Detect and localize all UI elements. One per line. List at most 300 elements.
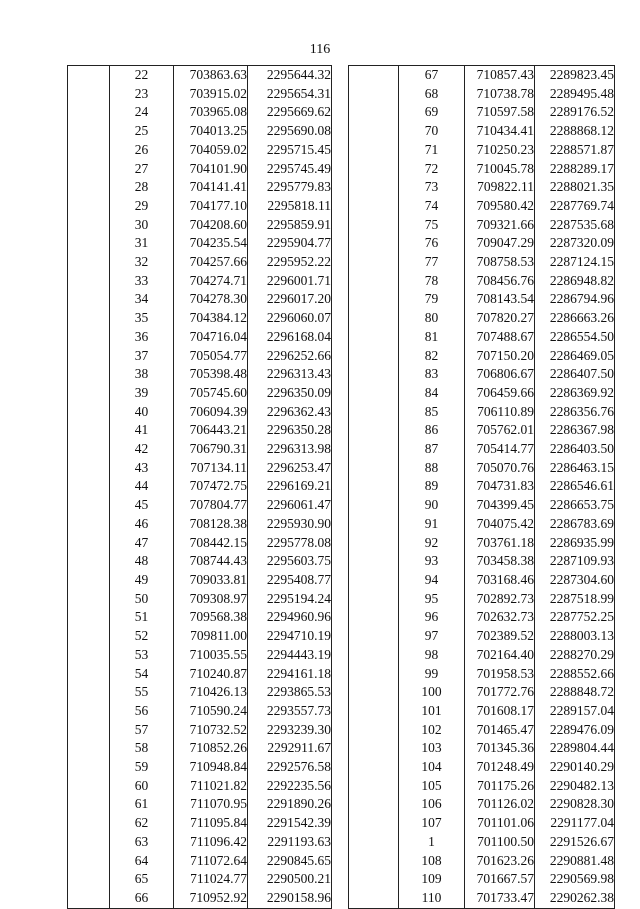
x-coordinate-cell: 709321.66: [465, 216, 535, 235]
blank-cell: [68, 459, 110, 478]
table-row: [68, 459, 332, 478]
y-coordinate-cell: 2294443.19: [248, 646, 332, 665]
blank-cell: [349, 795, 399, 814]
y-coordinate-cell: 2286403.50: [535, 440, 615, 459]
y-coordinate-cell: 2286407.50: [535, 365, 615, 384]
blank-cell: [68, 795, 110, 814]
x-coordinate-cell: 705414.77: [465, 440, 535, 459]
x-coordinate-cell: 707150.20: [465, 347, 535, 366]
blank-cell: [349, 365, 399, 384]
point-number-cell: 92: [399, 534, 465, 553]
table-row: [68, 309, 332, 328]
point-number-cell: 1: [399, 833, 465, 852]
blank-cell: [349, 477, 399, 496]
blank-cell: [349, 141, 399, 160]
y-coordinate-cell: 2296252.66: [248, 347, 332, 366]
x-coordinate-cell: 706443.21: [174, 421, 248, 440]
blank-cell: [68, 384, 110, 403]
x-coordinate-cell: 704257.66: [174, 253, 248, 272]
table-row: [68, 496, 332, 515]
point-number-cell: 93: [399, 552, 465, 571]
y-coordinate-cell: 2286663.26: [535, 309, 615, 328]
blank-cell: [68, 870, 110, 889]
y-coordinate-cell: 2296061.47: [248, 496, 332, 515]
x-coordinate-cell: 701126.02: [465, 795, 535, 814]
table-row: [349, 683, 615, 702]
x-coordinate-cell: 710732.52: [174, 721, 248, 740]
blank-cell: [349, 590, 399, 609]
table-row: [68, 795, 332, 814]
blank-cell: [349, 216, 399, 235]
point-number-cell: 89: [399, 477, 465, 496]
x-coordinate-cell: 710240.87: [174, 665, 248, 684]
blank-cell: [349, 160, 399, 179]
table-row: [349, 870, 615, 889]
y-coordinate-cell: 2295818.11: [248, 197, 332, 216]
y-coordinate-cell: 2288289.17: [535, 160, 615, 179]
table-row: [68, 814, 332, 833]
blank-cell: [68, 66, 110, 85]
blank-cell: [68, 272, 110, 291]
blank-cell: [349, 328, 399, 347]
y-coordinate-cell: 2290828.30: [535, 795, 615, 814]
point-number-cell: 56: [110, 702, 174, 721]
x-coordinate-cell: 708456.76: [465, 272, 535, 291]
point-number-cell: 78: [399, 272, 465, 291]
blank-cell: [68, 608, 110, 627]
x-coordinate-cell: 709033.81: [174, 571, 248, 590]
blank-cell: [349, 721, 399, 740]
blank-cell: [68, 534, 110, 553]
point-number-cell: 41: [110, 421, 174, 440]
table-row: [68, 870, 332, 889]
y-coordinate-cell: 2286469.05: [535, 347, 615, 366]
y-coordinate-cell: 2295930.90: [248, 515, 332, 534]
table-row: [68, 103, 332, 122]
blank-cell: [349, 347, 399, 366]
y-coordinate-cell: 2288848.72: [535, 683, 615, 702]
blank-cell: [68, 777, 110, 796]
table-row: [68, 160, 332, 179]
point-number-cell: 62: [110, 814, 174, 833]
point-number-cell: 59: [110, 758, 174, 777]
x-coordinate-cell: 706094.39: [174, 403, 248, 422]
table-row: [68, 889, 332, 908]
x-coordinate-cell: 704013.25: [174, 122, 248, 141]
table-row: [349, 515, 615, 534]
blank-cell: [349, 103, 399, 122]
x-coordinate-cell: 702892.73: [465, 590, 535, 609]
table-row: [349, 272, 615, 291]
table-row: [68, 515, 332, 534]
blank-cell: [68, 515, 110, 534]
point-number-cell: 28: [110, 178, 174, 197]
y-coordinate-cell: 2290262.38: [535, 889, 615, 908]
blank-cell: [68, 253, 110, 272]
blank-cell: [68, 141, 110, 160]
y-coordinate-cell: 2296253.47: [248, 459, 332, 478]
x-coordinate-cell: 711095.84: [174, 814, 248, 833]
table-row: [349, 253, 615, 272]
y-coordinate-cell: 2290140.29: [535, 758, 615, 777]
point-number-cell: 23: [110, 85, 174, 104]
point-number-cell: 26: [110, 141, 174, 160]
y-coordinate-cell: 2290569.98: [535, 870, 615, 889]
y-coordinate-cell: 2296313.43: [248, 365, 332, 384]
table-row: [68, 347, 332, 366]
blank-cell: [349, 421, 399, 440]
blank-cell: [68, 889, 110, 908]
y-coordinate-cell: 2290158.96: [248, 889, 332, 908]
table-row: [349, 833, 615, 852]
table-row: [349, 552, 615, 571]
table-row: [349, 122, 615, 141]
table-row: [68, 403, 332, 422]
table-row: [68, 758, 332, 777]
point-number-cell: 52: [110, 627, 174, 646]
blank-cell: [68, 552, 110, 571]
blank-cell: [349, 496, 399, 515]
blank-cell: [349, 665, 399, 684]
x-coordinate-cell: 708143.54: [465, 290, 535, 309]
y-coordinate-cell: 2290500.21: [248, 870, 332, 889]
table-row: [349, 571, 615, 590]
y-coordinate-cell: 2288552.66: [535, 665, 615, 684]
table-row: [68, 627, 332, 646]
point-number-cell: 63: [110, 833, 174, 852]
blank-cell: [349, 66, 399, 85]
table-row: [349, 534, 615, 553]
blank-cell: [349, 459, 399, 478]
y-coordinate-cell: 2289157.04: [535, 702, 615, 721]
x-coordinate-cell: 709308.97: [174, 590, 248, 609]
point-number-cell: 42: [110, 440, 174, 459]
table-row: [349, 178, 615, 197]
y-coordinate-cell: 2286546.61: [535, 477, 615, 496]
x-coordinate-cell: 707488.67: [465, 328, 535, 347]
x-coordinate-cell: 707472.75: [174, 477, 248, 496]
point-number-cell: 85: [399, 403, 465, 422]
y-coordinate-cell: 2295603.75: [248, 552, 332, 571]
blank-cell: [349, 85, 399, 104]
point-number-cell: 40: [110, 403, 174, 422]
point-number-cell: 102: [399, 721, 465, 740]
y-coordinate-cell: 2287124.15: [535, 253, 615, 272]
y-coordinate-cell: 2295690.08: [248, 122, 332, 141]
y-coordinate-cell: 2291193.63: [248, 833, 332, 852]
blank-cell: [349, 646, 399, 665]
point-number-cell: 65: [110, 870, 174, 889]
y-coordinate-cell: 2288868.12: [535, 122, 615, 141]
point-number-cell: 101: [399, 702, 465, 721]
table-row: [349, 216, 615, 235]
x-coordinate-cell: 706110.89: [465, 403, 535, 422]
point-number-cell: 106: [399, 795, 465, 814]
table-row: [349, 197, 615, 216]
point-number-cell: 32: [110, 253, 174, 272]
y-coordinate-cell: 2287304.60: [535, 571, 615, 590]
blank-cell: [349, 758, 399, 777]
table-row: [349, 103, 615, 122]
point-number-cell: 71: [399, 141, 465, 160]
point-number-cell: 50: [110, 590, 174, 609]
table-row: [349, 384, 615, 403]
blank-cell: [68, 347, 110, 366]
table-row: [68, 721, 332, 740]
blank-cell: [349, 197, 399, 216]
point-number-cell: 43: [110, 459, 174, 478]
blank-cell: [349, 889, 399, 908]
point-number-cell: 105: [399, 777, 465, 796]
point-number-cell: 75: [399, 216, 465, 235]
blank-cell: [68, 646, 110, 665]
y-coordinate-cell: 2288003.13: [535, 627, 615, 646]
table-row: [349, 889, 615, 908]
table-row: [349, 234, 615, 253]
blank-cell: [68, 852, 110, 871]
table-row: [68, 702, 332, 721]
point-number-cell: 35: [110, 309, 174, 328]
blank-cell: [349, 683, 399, 702]
table-row: [68, 178, 332, 197]
y-coordinate-cell: 2295778.08: [248, 534, 332, 553]
x-coordinate-cell: 701345.36: [465, 739, 535, 758]
blank-cell: [68, 403, 110, 422]
point-number-cell: 55: [110, 683, 174, 702]
point-number-cell: 29: [110, 197, 174, 216]
table-row: [349, 365, 615, 384]
y-coordinate-cell: 2294161.18: [248, 665, 332, 684]
point-number-cell: 108: [399, 852, 465, 871]
y-coordinate-cell: 2295669.62: [248, 103, 332, 122]
x-coordinate-cell: 702632.73: [465, 608, 535, 627]
blank-cell: [68, 665, 110, 684]
point-number-cell: 54: [110, 665, 174, 684]
x-coordinate-cell: 704177.10: [174, 197, 248, 216]
x-coordinate-cell: 704384.12: [174, 309, 248, 328]
table-row: [349, 403, 615, 422]
table-row: [349, 739, 615, 758]
point-number-cell: 67: [399, 66, 465, 85]
point-number-cell: 46: [110, 515, 174, 534]
point-number-cell: 80: [399, 309, 465, 328]
coordinate-table-left: [67, 65, 332, 909]
table-row: [68, 197, 332, 216]
y-coordinate-cell: 2290845.65: [248, 852, 332, 871]
point-number-cell: 110: [399, 889, 465, 908]
y-coordinate-cell: 2293557.73: [248, 702, 332, 721]
x-coordinate-cell: 708128.38: [174, 515, 248, 534]
y-coordinate-cell: 2286794.96: [535, 290, 615, 309]
point-number-cell: 37: [110, 347, 174, 366]
table-row: [68, 141, 332, 160]
y-coordinate-cell: 2292911.67: [248, 739, 332, 758]
coordinate-table-right: [348, 65, 615, 909]
point-number-cell: 49: [110, 571, 174, 590]
table-row: [68, 477, 332, 496]
y-coordinate-cell: 2286367.98: [535, 421, 615, 440]
point-number-cell: 94: [399, 571, 465, 590]
blank-cell: [349, 234, 399, 253]
x-coordinate-cell: 703915.02: [174, 85, 248, 104]
blank-cell: [68, 590, 110, 609]
y-coordinate-cell: 2286653.75: [535, 496, 615, 515]
y-coordinate-cell: 2296060.07: [248, 309, 332, 328]
table-row: [349, 496, 615, 515]
blank-cell: [349, 122, 399, 141]
blank-cell: [349, 852, 399, 871]
blank-cell: [349, 290, 399, 309]
x-coordinate-cell: 706790.31: [174, 440, 248, 459]
blank-cell: [68, 197, 110, 216]
x-coordinate-cell: 701958.53: [465, 665, 535, 684]
y-coordinate-cell: 2286783.69: [535, 515, 615, 534]
table-row: [349, 702, 615, 721]
blank-cell: [349, 384, 399, 403]
x-coordinate-cell: 710590.24: [174, 702, 248, 721]
blank-cell: [349, 272, 399, 291]
y-coordinate-cell: 2296362.43: [248, 403, 332, 422]
table-row: [349, 440, 615, 459]
x-coordinate-cell: 711096.42: [174, 833, 248, 852]
y-coordinate-cell: 2287109.93: [535, 552, 615, 571]
y-coordinate-cell: 2296350.09: [248, 384, 332, 403]
y-coordinate-cell: 2287320.09: [535, 234, 615, 253]
blank-cell: [349, 440, 399, 459]
table-row: [68, 216, 332, 235]
point-number-cell: 45: [110, 496, 174, 515]
blank-cell: [68, 103, 110, 122]
x-coordinate-cell: 702389.52: [465, 627, 535, 646]
point-number-cell: 107: [399, 814, 465, 833]
point-number-cell: 83: [399, 365, 465, 384]
blank-cell: [68, 309, 110, 328]
blank-cell: [68, 739, 110, 758]
blank-cell: [68, 683, 110, 702]
table-row: [349, 795, 615, 814]
blank-cell: [68, 216, 110, 235]
point-number-cell: 79: [399, 290, 465, 309]
y-coordinate-cell: 2295859.91: [248, 216, 332, 235]
table-row: [349, 347, 615, 366]
point-number-cell: 96: [399, 608, 465, 627]
x-coordinate-cell: 710250.23: [465, 141, 535, 160]
x-coordinate-cell: 710857.43: [465, 66, 535, 85]
point-number-cell: 103: [399, 739, 465, 758]
table-row: [68, 66, 332, 85]
point-number-cell: 36: [110, 328, 174, 347]
point-number-cell: 88: [399, 459, 465, 478]
table-row: [68, 440, 332, 459]
y-coordinate-cell: 2289823.45: [535, 66, 615, 85]
y-coordinate-cell: 2291177.04: [535, 814, 615, 833]
blank-cell: [349, 608, 399, 627]
x-coordinate-cell: 709580.42: [465, 197, 535, 216]
blank-cell: [68, 234, 110, 253]
y-coordinate-cell: 2291526.67: [535, 833, 615, 852]
point-number-cell: 48: [110, 552, 174, 571]
y-coordinate-cell: 2295779.83: [248, 178, 332, 197]
y-coordinate-cell: 2296017.20: [248, 290, 332, 309]
y-coordinate-cell: 2295654.31: [248, 85, 332, 104]
x-coordinate-cell: 704731.83: [465, 477, 535, 496]
point-number-cell: 76: [399, 234, 465, 253]
blank-cell: [349, 739, 399, 758]
point-number-cell: 57: [110, 721, 174, 740]
table-row: [68, 833, 332, 852]
point-number-cell: 34: [110, 290, 174, 309]
point-number-cell: 70: [399, 122, 465, 141]
y-coordinate-cell: 2296001.71: [248, 272, 332, 291]
point-number-cell: 64: [110, 852, 174, 871]
coordinate-table-left-body: [68, 66, 332, 909]
point-number-cell: 39: [110, 384, 174, 403]
y-coordinate-cell: 2291890.26: [248, 795, 332, 814]
point-number-cell: 66: [110, 889, 174, 908]
table-row: [349, 309, 615, 328]
table-row: [68, 665, 332, 684]
point-number-cell: 30: [110, 216, 174, 235]
x-coordinate-cell: 708744.43: [174, 552, 248, 571]
x-coordinate-cell: 704075.42: [465, 515, 535, 534]
x-coordinate-cell: 704059.02: [174, 141, 248, 160]
point-number-cell: 81: [399, 328, 465, 347]
table-row: [68, 777, 332, 796]
x-coordinate-cell: 706459.66: [465, 384, 535, 403]
x-coordinate-cell: 711021.82: [174, 777, 248, 796]
y-coordinate-cell: 2296313.98: [248, 440, 332, 459]
blank-cell: [68, 160, 110, 179]
x-coordinate-cell: 710434.41: [465, 122, 535, 141]
blank-cell: [349, 309, 399, 328]
x-coordinate-cell: 701175.26: [465, 777, 535, 796]
table-row: [68, 365, 332, 384]
table-row: [68, 290, 332, 309]
blank-cell: [349, 253, 399, 272]
x-coordinate-cell: 710426.13: [174, 683, 248, 702]
x-coordinate-cell: 705762.01: [465, 421, 535, 440]
y-coordinate-cell: 2296350.28: [248, 421, 332, 440]
y-coordinate-cell: 2293865.53: [248, 683, 332, 702]
point-number-cell: 87: [399, 440, 465, 459]
table-row: [349, 66, 615, 85]
point-number-cell: 82: [399, 347, 465, 366]
y-coordinate-cell: 2290881.48: [535, 852, 615, 871]
blank-cell: [68, 85, 110, 104]
x-coordinate-cell: 703863.63: [174, 66, 248, 85]
table-row: [349, 290, 615, 309]
x-coordinate-cell: 710045.78: [465, 160, 535, 179]
x-coordinate-cell: 701465.47: [465, 721, 535, 740]
x-coordinate-cell: 701733.47: [465, 889, 535, 908]
y-coordinate-cell: 2286554.50: [535, 328, 615, 347]
point-number-cell: 77: [399, 253, 465, 272]
point-number-cell: 61: [110, 795, 174, 814]
coordinate-table-right-body: [349, 66, 615, 909]
x-coordinate-cell: 703965.08: [174, 103, 248, 122]
y-coordinate-cell: 2287518.99: [535, 590, 615, 609]
x-coordinate-cell: 706806.67: [465, 365, 535, 384]
point-number-cell: 109: [399, 870, 465, 889]
table-row: [68, 122, 332, 141]
point-number-cell: 31: [110, 234, 174, 253]
x-coordinate-cell: 701100.50: [465, 833, 535, 852]
x-coordinate-cell: 708758.53: [465, 253, 535, 272]
y-coordinate-cell: 2295194.24: [248, 590, 332, 609]
table-row: [68, 739, 332, 758]
x-coordinate-cell: 710948.84: [174, 758, 248, 777]
blank-cell: [68, 365, 110, 384]
